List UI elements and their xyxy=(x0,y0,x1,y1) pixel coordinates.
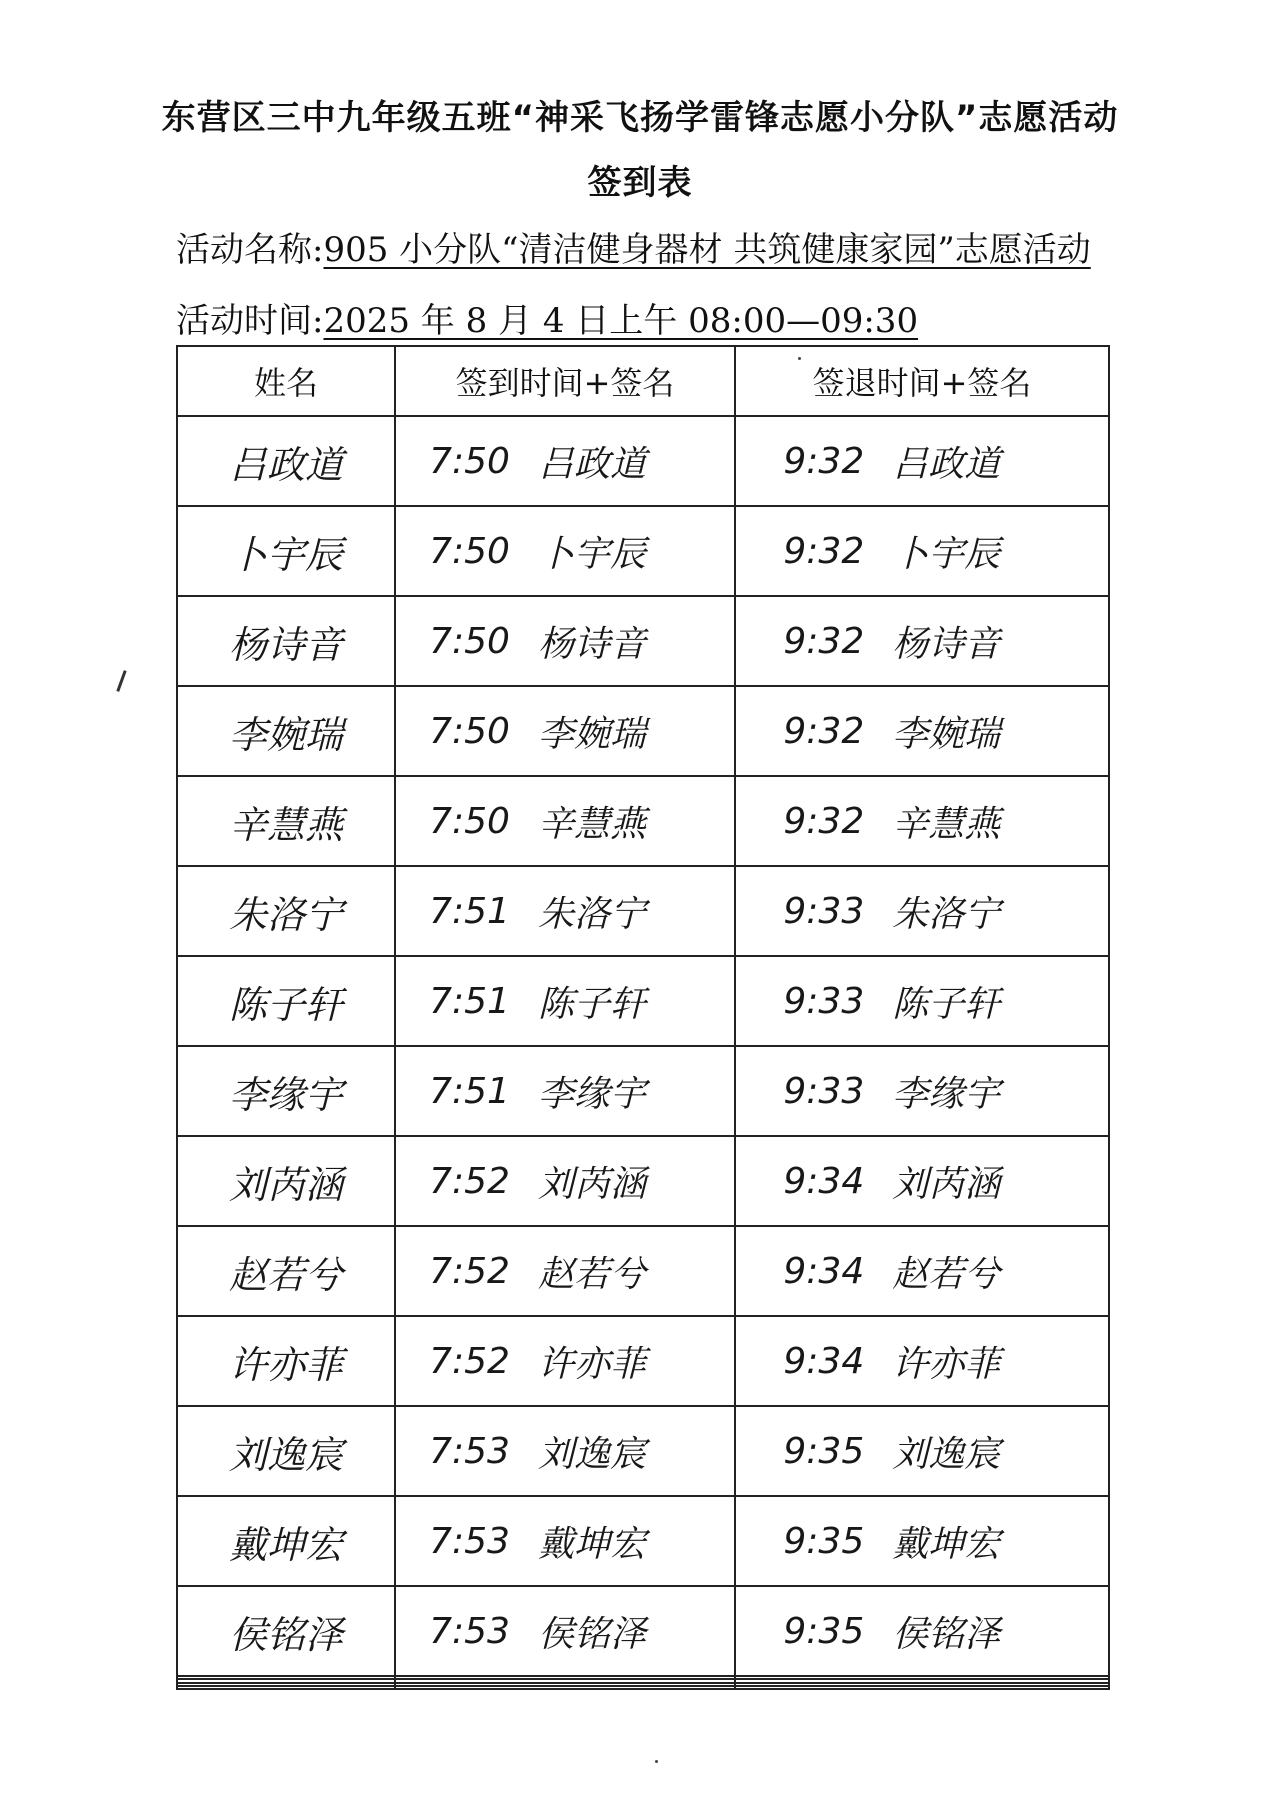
handwritten-name: 李婉瑞 xyxy=(228,712,343,757)
sign-out-time: 9:35 xyxy=(783,1610,865,1652)
cell-sign-out xyxy=(735,866,1109,956)
table-row xyxy=(177,686,1109,776)
table-row xyxy=(177,1226,1109,1316)
sign-in-time: 7:52 xyxy=(429,1160,510,1202)
sign-in-time: 7:50 xyxy=(429,710,510,752)
table-row xyxy=(177,1496,1109,1586)
sign-in-signature: 赵若兮 xyxy=(537,1253,646,1295)
cell-sign-out xyxy=(735,416,1109,506)
sign-in-signature: 李缘宇 xyxy=(537,1073,646,1115)
sign-in-signature: 卜宇辰 xyxy=(537,533,646,575)
handwritten-name: 侯铭泽 xyxy=(228,1612,343,1657)
sign-out-signature: 朱洛宁 xyxy=(892,893,1001,935)
table-row-blank xyxy=(177,1686,1109,1689)
sign-out-time: 9:35 xyxy=(783,1430,865,1472)
cell-name xyxy=(177,1046,395,1136)
sign-in-time: 7:50 xyxy=(429,440,510,482)
handwritten-name: 刘逸宸 xyxy=(228,1432,343,1477)
sign-out-signature: 李缘宇 xyxy=(892,1073,1001,1115)
table-row xyxy=(177,1046,1109,1136)
sign-out-signature: 辛慧燕 xyxy=(892,803,1001,845)
stray-pen-mark xyxy=(116,670,126,692)
stray-dot xyxy=(655,1760,658,1763)
cell-name xyxy=(177,416,395,506)
sign-out-time: 9:34 xyxy=(783,1160,865,1202)
sign-out-time: 9:32 xyxy=(783,530,865,572)
cell-sign-in xyxy=(395,416,735,506)
sign-out-signature: 刘芮涵 xyxy=(892,1163,1001,1205)
header-sign-in: 签到时间+签名 xyxy=(395,346,735,416)
cell-sign-in xyxy=(395,1586,735,1676)
cell-name xyxy=(177,1496,395,1586)
cell-sign-in xyxy=(395,776,735,866)
sign-in-time: 7:53 xyxy=(429,1430,510,1472)
handwritten-name: 戴坤宏 xyxy=(228,1522,343,1567)
handwritten-name: 卜宇辰 xyxy=(228,532,343,577)
activity-name-value: 905 小分队“清洁健身器材 共筑健康家园”志愿活动 xyxy=(323,230,1091,270)
sign-out-signature: 赵若兮 xyxy=(892,1253,1001,1295)
sign-in-time: 7:50 xyxy=(429,620,510,662)
sign-in-signature: 吕政道 xyxy=(537,443,646,485)
table-row xyxy=(177,956,1109,1046)
sign-in-time: 7:51 xyxy=(429,1070,510,1112)
cell-sign-in xyxy=(395,1406,735,1496)
cell-sign-out xyxy=(735,686,1109,776)
sign-out-signature: 吕政道 xyxy=(892,443,1001,485)
cell-sign-in xyxy=(395,1226,735,1316)
table-row xyxy=(177,1136,1109,1226)
cell-sign-out xyxy=(735,506,1109,596)
sign-in-time: 7:52 xyxy=(429,1340,510,1382)
sign-in-table xyxy=(176,345,1110,1690)
table-header-row xyxy=(177,346,1109,416)
sign-out-signature: 许亦菲 xyxy=(892,1343,1001,1385)
sign-in-signature: 刘芮涵 xyxy=(537,1163,646,1205)
table-row xyxy=(177,596,1109,686)
sign-out-signature: 戴坤宏 xyxy=(892,1523,1001,1565)
table-row xyxy=(177,866,1109,956)
sign-out-signature: 陈子轩 xyxy=(892,983,1001,1025)
document-title: 东营区三中九年级五班“神采飞扬学雷锋志愿小分队”志愿活动 xyxy=(161,98,1119,138)
cell-sign-out xyxy=(735,596,1109,686)
handwritten-name: 许亦菲 xyxy=(228,1342,343,1387)
handwritten-name: 吕政道 xyxy=(228,442,343,487)
cell-sign-in xyxy=(395,506,735,596)
cell-name xyxy=(177,1316,395,1406)
cell-sign-in xyxy=(395,1496,735,1586)
cell-name xyxy=(177,956,395,1046)
table-body xyxy=(177,416,1109,1689)
sign-out-time: 9:35 xyxy=(783,1520,865,1562)
sign-out-signature: 卜宇辰 xyxy=(892,533,1001,575)
sign-in-signature: 侯铭泽 xyxy=(537,1613,646,1655)
sign-in-signature: 杨诗音 xyxy=(537,623,646,665)
cell-sign-in xyxy=(395,866,735,956)
cell-empty xyxy=(735,1686,1109,1689)
handwritten-name: 杨诗音 xyxy=(228,622,343,667)
cell-sign-out xyxy=(735,956,1109,1046)
document-subtitle: 签到表 xyxy=(587,163,693,203)
cell-sign-out xyxy=(735,1046,1109,1136)
sign-out-signature: 刘逸宸 xyxy=(892,1433,1001,1475)
sign-out-time: 9:34 xyxy=(783,1340,865,1382)
cell-sign-out xyxy=(735,1136,1109,1226)
cell-sign-out xyxy=(735,1226,1109,1316)
activity-name-label: 活动名称: xyxy=(176,230,324,270)
sign-out-signature: 杨诗音 xyxy=(892,623,1001,665)
sign-out-time: 9:33 xyxy=(783,1070,865,1112)
sign-in-time: 7:51 xyxy=(429,980,510,1022)
handwritten-name: 朱洛宁 xyxy=(228,892,343,937)
sign-out-signature: 李婉瑞 xyxy=(892,713,1001,755)
cell-sign-out xyxy=(735,1496,1109,1586)
handwritten-name: 辛慧燕 xyxy=(228,802,343,847)
cell-sign-in xyxy=(395,596,735,686)
sign-out-time: 9:34 xyxy=(783,1250,865,1292)
cell-sign-out xyxy=(735,1316,1109,1406)
sign-out-time: 9:32 xyxy=(783,800,865,842)
sign-in-signature: 辛慧燕 xyxy=(537,803,646,845)
cell-sign-in xyxy=(395,686,735,776)
table-row xyxy=(177,1586,1109,1676)
cell-sign-in xyxy=(395,1046,735,1136)
cell-empty xyxy=(395,1686,735,1689)
cell-sign-out xyxy=(735,776,1109,866)
sign-out-time: 9:32 xyxy=(783,620,865,662)
handwritten-name: 赵若兮 xyxy=(228,1252,343,1297)
sign-in-time: 7:51 xyxy=(429,890,510,932)
sign-in-signature: 陈子轩 xyxy=(537,983,646,1025)
sign-out-time: 9:33 xyxy=(783,980,865,1022)
cell-sign-in xyxy=(395,1316,735,1406)
handwritten-name: 陈子轩 xyxy=(228,982,343,1027)
sign-out-signature: 侯铭泽 xyxy=(892,1613,1001,1655)
cell-name xyxy=(177,1406,395,1496)
cell-sign-out xyxy=(735,1586,1109,1676)
sign-in-time: 7:52 xyxy=(429,1250,510,1292)
header-name: 姓名 xyxy=(177,346,395,416)
activity-time-label: 活动时间: xyxy=(176,301,324,341)
cell-name xyxy=(177,506,395,596)
sign-in-time: 7:50 xyxy=(429,530,510,572)
sign-in-signature: 李婉瑞 xyxy=(537,713,646,755)
cell-name xyxy=(177,1136,395,1226)
cell-sign-out xyxy=(735,1406,1109,1496)
sign-in-time: 7:53 xyxy=(429,1610,510,1652)
cell-sign-in xyxy=(395,1136,735,1226)
sign-out-time: 9:32 xyxy=(783,440,865,482)
sign-in-signature: 刘逸宸 xyxy=(537,1433,646,1475)
handwritten-name: 李缘宇 xyxy=(228,1072,343,1117)
activity-time-line xyxy=(176,293,918,342)
table-row xyxy=(177,1316,1109,1406)
table-row xyxy=(177,506,1109,596)
sign-in-signature: 戴坤宏 xyxy=(537,1523,646,1565)
cell-name xyxy=(177,686,395,776)
table-row xyxy=(177,416,1109,506)
cell-name xyxy=(177,1586,395,1676)
cell-name xyxy=(177,776,395,866)
sign-out-time: 9:33 xyxy=(783,890,865,932)
sign-out-time: 9:32 xyxy=(783,710,865,752)
sign-in-signature: 朱洛宁 xyxy=(537,893,646,935)
sign-in-time: 7:50 xyxy=(429,800,510,842)
table-row xyxy=(177,776,1109,866)
cell-name xyxy=(177,596,395,686)
activity-time-value: 2025 年 8 月 4 日上午 08:00—09:30 xyxy=(323,301,919,341)
sign-in-time: 7:53 xyxy=(429,1520,510,1562)
cell-empty xyxy=(177,1686,395,1689)
cell-name xyxy=(177,1226,395,1316)
handwritten-name: 刘芮涵 xyxy=(228,1162,343,1207)
activity-name-line xyxy=(176,222,1091,271)
sign-in-signature: 许亦菲 xyxy=(537,1343,646,1385)
cell-sign-in xyxy=(395,956,735,1046)
cell-name xyxy=(177,866,395,956)
header-sign-out: 签退时间+签名 xyxy=(735,346,1109,416)
table-row xyxy=(177,1406,1109,1496)
